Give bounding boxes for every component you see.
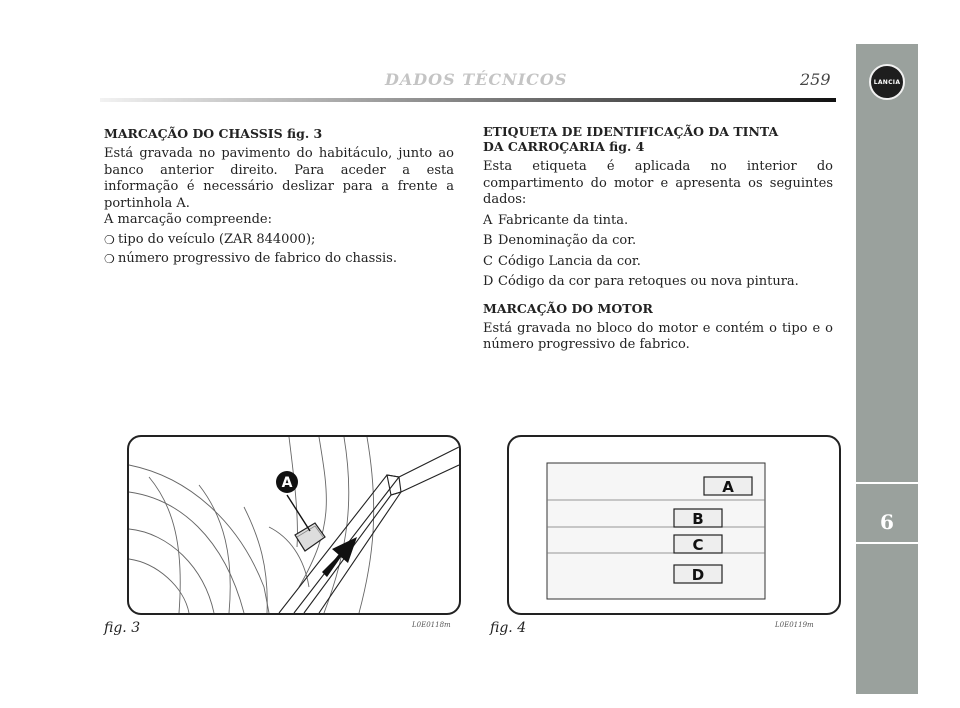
arrow-icon xyxy=(322,537,357,577)
item-key: C xyxy=(483,253,493,269)
engine-heading: MARCAÇÃO DO MOTOR xyxy=(483,300,653,316)
chassis-heading: MARCAÇÃO DO CHASSIS fig. 3 xyxy=(104,126,323,141)
chassis-intro: A marcação compreende: xyxy=(104,212,272,227)
chapter-number: 6 xyxy=(880,510,894,534)
bullet-text: tipo do veículo (ZAR 844000); xyxy=(118,231,316,247)
item-key: D xyxy=(483,274,494,289)
list-item xyxy=(104,232,454,249)
bullet-text: número progressivo de fabrico do chassis. xyxy=(118,251,397,266)
leader-line xyxy=(287,495,310,531)
list-item xyxy=(483,233,833,250)
list-item xyxy=(104,251,454,268)
item-key: A xyxy=(483,212,493,228)
label-b: B xyxy=(692,510,704,528)
bullet-icon: ❍ xyxy=(104,232,115,247)
item-text: Fabricante da tinta. xyxy=(498,212,629,228)
chapter-tab xyxy=(856,44,918,694)
item-text: Código da cor para retoques ou nova pintura. xyxy=(498,274,799,289)
page-number: 259 xyxy=(800,70,831,89)
chassis-paragraph: Está gravada no pavimento do habitáculo, junto ao banco anterior direito. Para aceder a esta informação é necessário deslizar para a frente a portinhola A. xyxy=(104,146,454,211)
label-paragraph: Esta etiqueta é aplicada no interior do compartimento do motor e apresenta os seguintes dados: xyxy=(483,159,833,207)
engine-paragraph: Está gravada no bloco do motor e contém o tipo e o número progressivo de fabrico. xyxy=(483,320,833,352)
label-a: A xyxy=(722,478,734,496)
label-c: C xyxy=(692,536,704,554)
paint-label-illustration xyxy=(509,437,839,613)
label-d: D xyxy=(691,566,705,584)
label-heading-line2: DA CARROÇARIA fig. 4 xyxy=(483,139,645,154)
callout-a-label: A xyxy=(281,475,293,491)
item-text: Código Lancia da cor. xyxy=(498,253,641,269)
item-key: B xyxy=(483,233,493,248)
item-text: Denominação da cor. xyxy=(498,233,637,248)
list-item xyxy=(483,213,833,230)
left-column xyxy=(104,126,454,268)
door-flap-icon xyxy=(295,523,325,551)
lancia-logo-icon xyxy=(869,64,905,100)
section-title: DADOS TÉCNICOS xyxy=(385,70,568,89)
right-column xyxy=(483,124,833,354)
tab-divider xyxy=(856,542,918,544)
figure-3 xyxy=(127,435,461,615)
fig3-code: L0E0118m xyxy=(412,621,451,629)
list-item xyxy=(483,274,833,291)
chassis-illustration xyxy=(129,437,459,613)
figure-4 xyxy=(507,435,841,615)
list-item xyxy=(483,254,833,271)
bullet-icon: ❍ xyxy=(104,252,115,266)
header-rule xyxy=(100,98,836,102)
fig3-caption: fig. 3 xyxy=(104,620,141,636)
logo-text: LANCIA xyxy=(873,78,901,86)
label-heading-line1: ETIQUETA DE IDENTIFICAÇÃO DA TINTA xyxy=(483,124,779,139)
tab-divider xyxy=(856,482,918,484)
fig4-caption: fig. 4 xyxy=(490,620,527,636)
fig4-code: L0E0119m xyxy=(775,621,814,629)
